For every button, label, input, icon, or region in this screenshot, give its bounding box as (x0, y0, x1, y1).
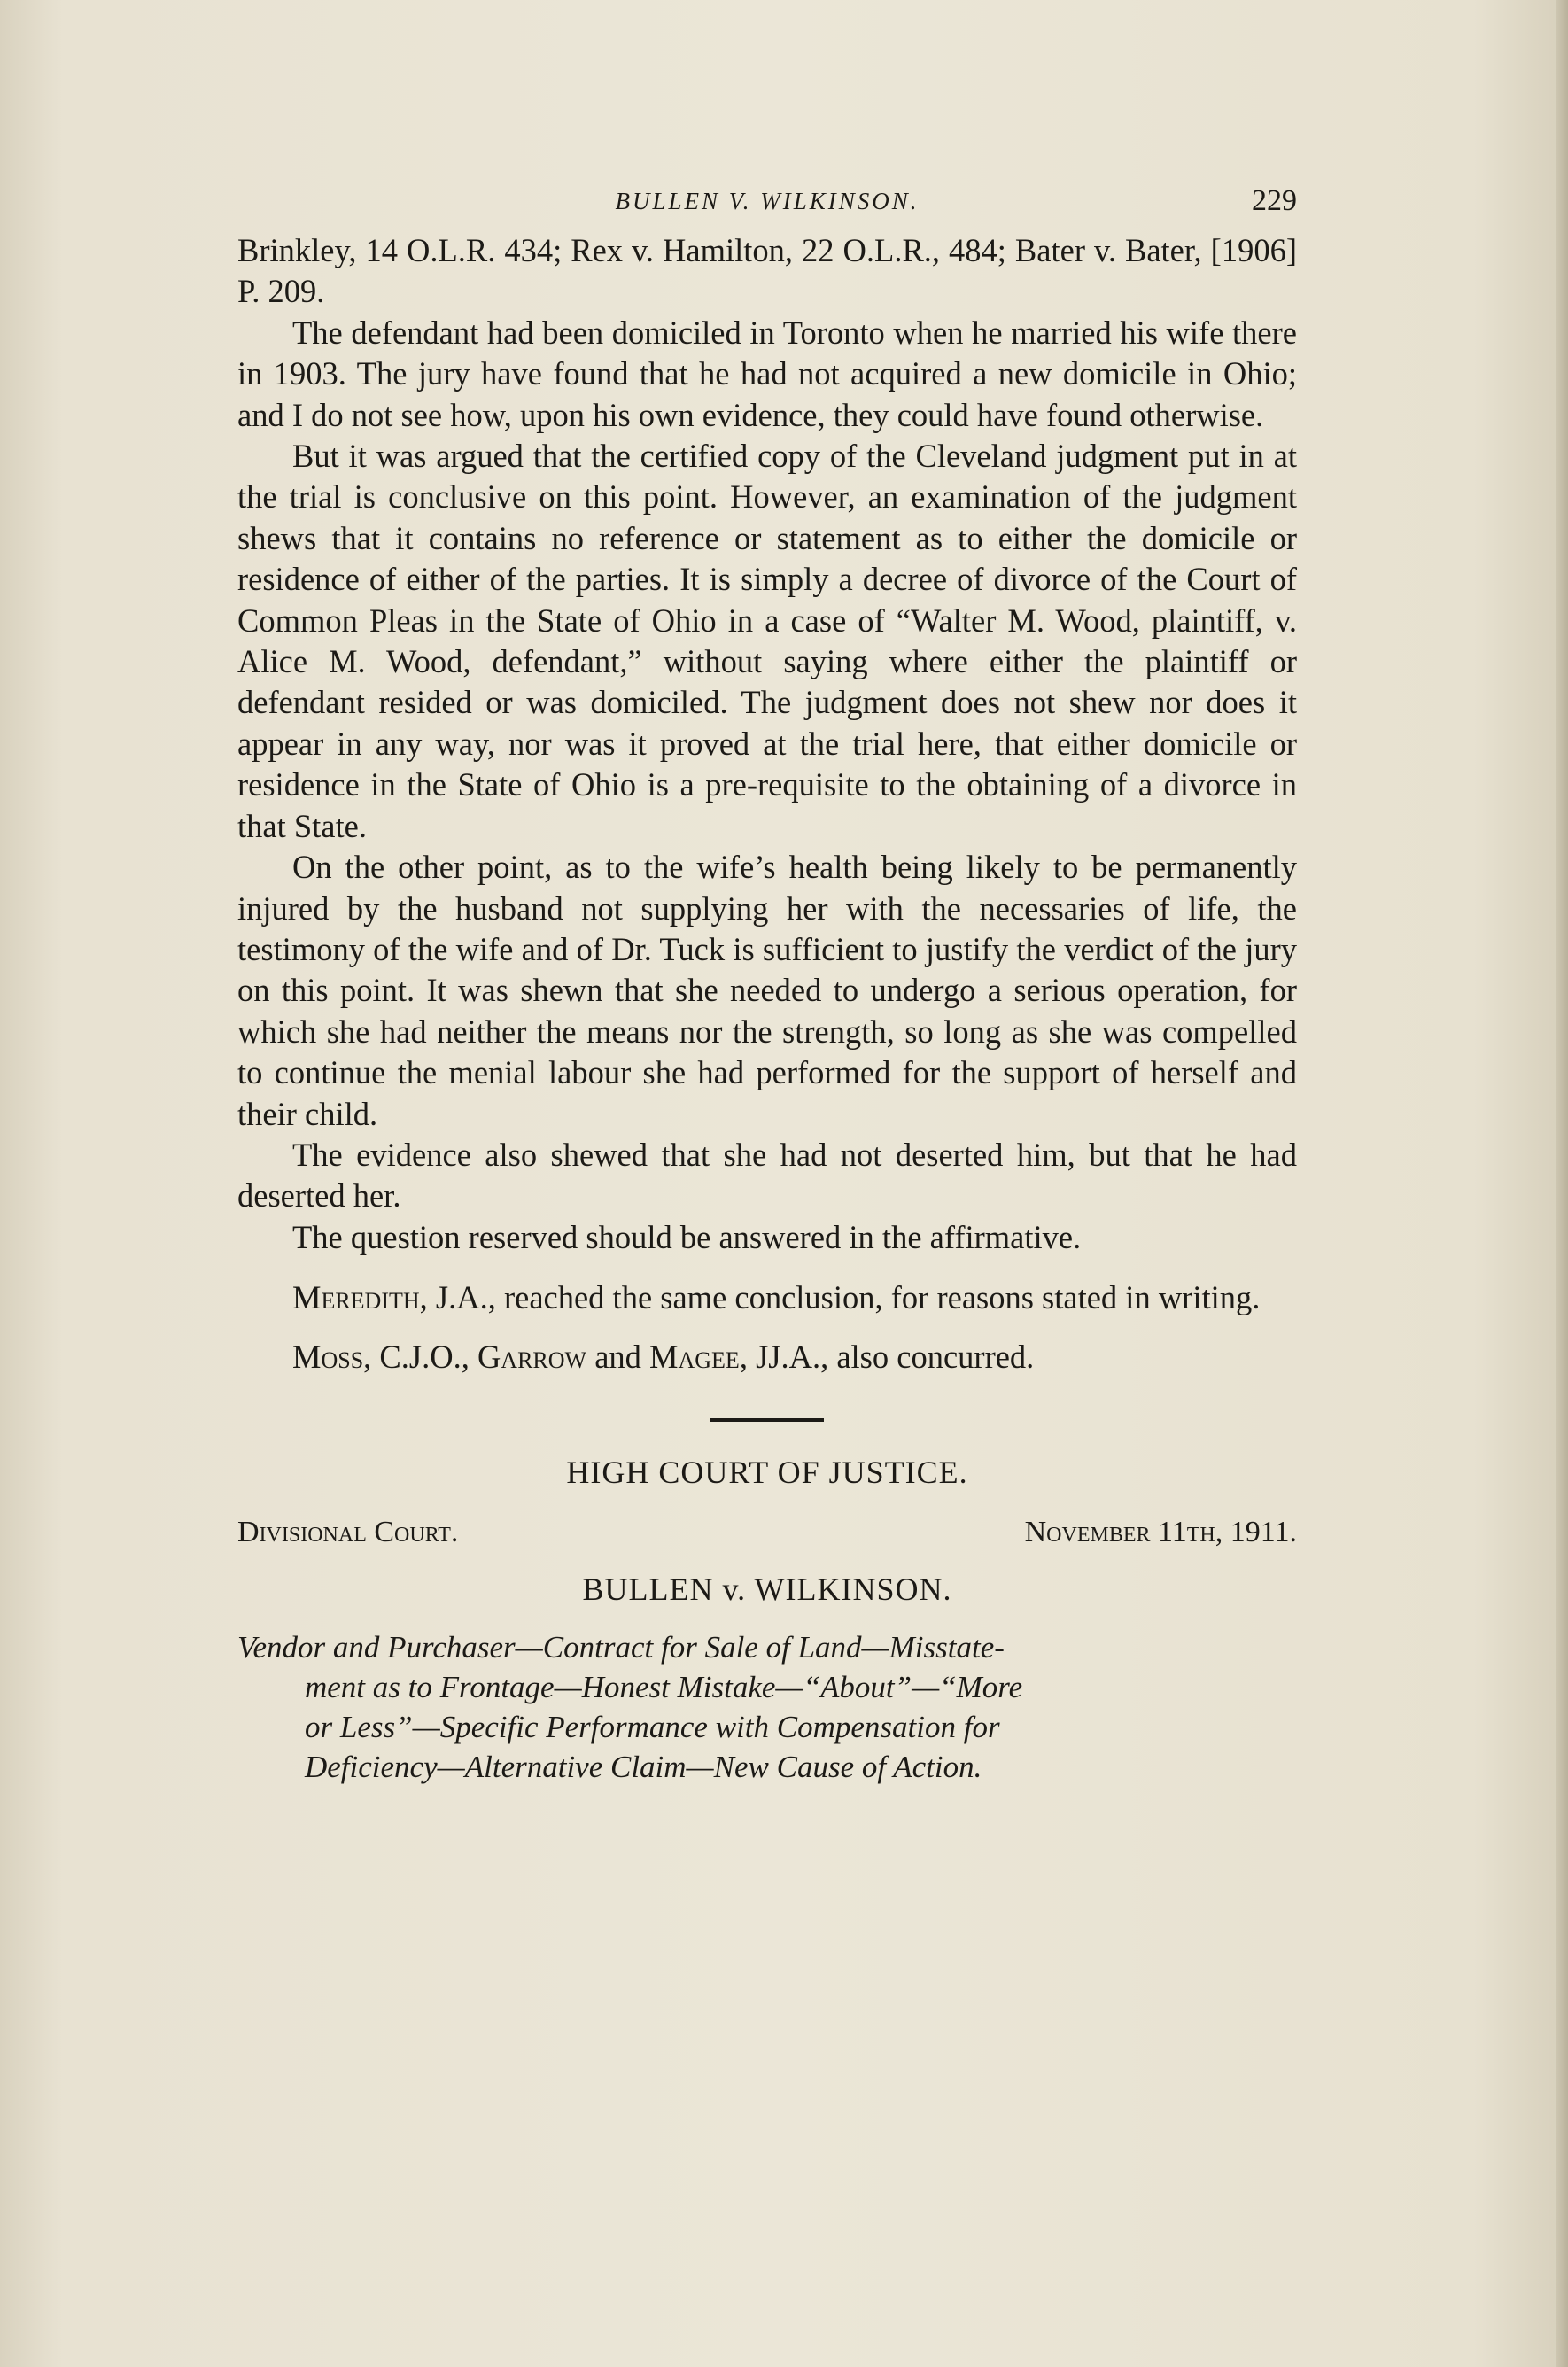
concurrence-text-2: and (586, 1338, 650, 1375)
meredith-note-text: , J.A., reached the same conclusion, for reasons stated in writing. (419, 1279, 1261, 1316)
paragraph-wife-health: On the other point, as to the wife’s health being likely to be permanently injured by the husband not supplying her with the necessaries of life, the testimony of the wife and of Dr. Tuck is sufficient to justify the verdict of the jury on this point. It was shewn that she needed to undergo a serious operation, for which she had neither the means nor the strength, so long as she was compelled to continue the menial labour she had performed for the support of herself and their child. (237, 849, 1297, 1132)
judge-name-meredith: Meredith (292, 1279, 420, 1316)
paragraph-domicile: The defendant had been domiciled in Toronto when he married his wife there in 1903. The jury have found that he had not acquired a new domicile in Ohio; and I do not see how, upon his own evidence, they could have found otherwise. (237, 314, 1297, 433)
concurrence-text-1: , C.J.O., (363, 1338, 477, 1375)
court-heading: HIGH COURT OF JUSTICE. (566, 1454, 968, 1490)
concurrence-text-3: , JJ.A., also concurred. (739, 1338, 1035, 1375)
headnote-line: Deficiency—Alternative Claim—New Cause of Action. (305, 1749, 982, 1784)
judge-name-garrow: Garrow (477, 1338, 587, 1375)
headnote-line: ment as to Frontage—Honest Mistake—“About”—“More (305, 1669, 1023, 1704)
judge-name-moss: Moss (292, 1338, 364, 1375)
headnote-line: Vendor and Purchaser—Contract for Sale of Land—Misstate- (237, 1629, 1005, 1665)
paragraph-citations: Brinkley, 14 O.L.R. 434; Rex v. Hamilton, 22 O.L.R., 484; Bater v. Bater, [1906] P. 209. (237, 232, 1297, 310)
division-label: Divisional Court. (237, 1515, 459, 1548)
paragraph-cleveland-judgment: But it was argued that the certified copy of the Cleveland judgment put in at the trial is conclusive on this point. However, an examination of the judgment shews that it contains no reference or statement as to either the domicile or residence of either of the parties. It is simply a decree of divorce of the Court of Common Pleas in the State of Ohio in a case of “Walter M. Wood, plaintiff, v. Alice M. Wood, defendant,” without saying where either the plaintiff or defendant resided or was domiciled. The judgment does not shew nor does it appear in any way, nor was it proved at the trial here, that either domicile or residence in the State of Ohio is a pre-requisite to the obtaining of a divorce in that State. (237, 438, 1297, 844)
headnote-line: or Less”—Specific Performance with Compensation for (305, 1709, 1000, 1744)
running-head-title: BULLEN V. WILKINSON. (615, 188, 920, 214)
judgment-body (237, 230, 1297, 1378)
headnote (237, 1627, 1297, 1787)
page-number: 229 (1252, 184, 1297, 217)
running-head (237, 177, 1297, 230)
decision-date: November 11th, 1911. (1024, 1515, 1297, 1548)
page-edge (1556, 0, 1568, 2367)
concurrence-note (237, 1337, 1297, 1378)
meredith-note (237, 1277, 1297, 1318)
case-title: BULLEN v. WILKINSON. (582, 1571, 952, 1607)
court-date-row (237, 1516, 1297, 1549)
paragraph-desertion: The evidence also shewed that she had not deserted him, but that he had deserted her. (237, 1136, 1297, 1215)
section-divider (710, 1418, 824, 1422)
text-column (237, 177, 1297, 1787)
judge-name-magee: Magee (649, 1338, 740, 1375)
paragraph-question-reserved: The question reserved should be answered in the affirmative. (292, 1218, 1082, 1255)
